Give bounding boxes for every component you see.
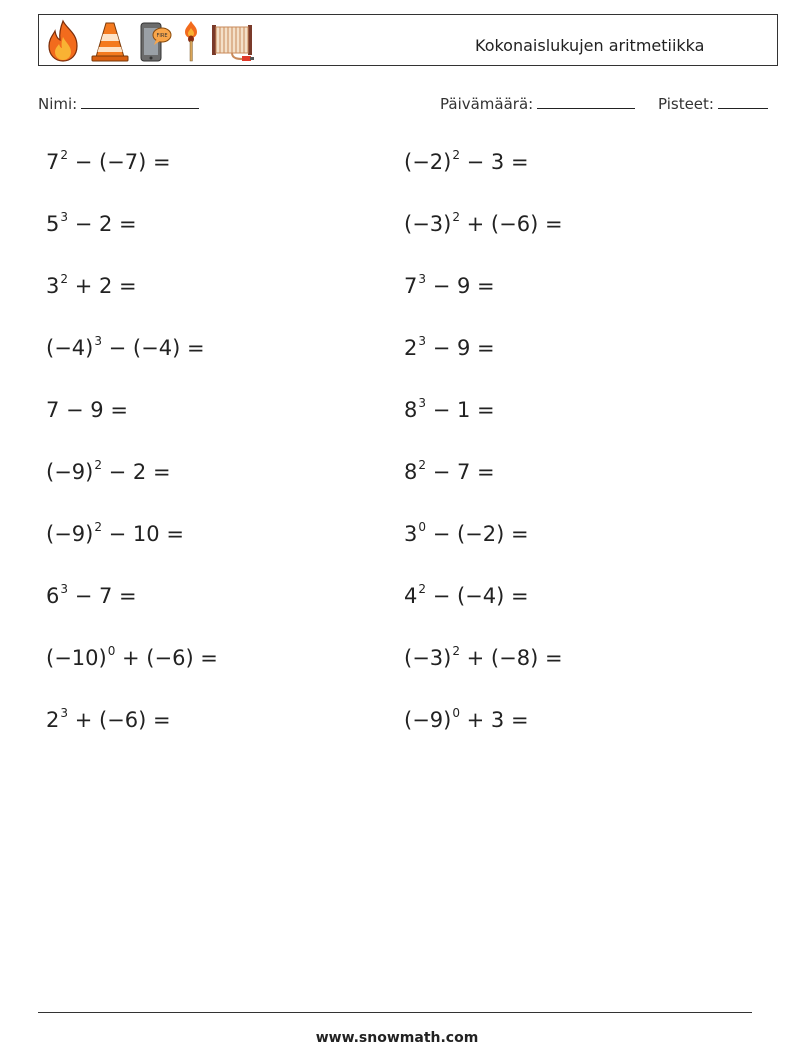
problem-base: 5 (46, 212, 60, 236)
date-field (440, 94, 635, 113)
problem-rest: + (−6) = (68, 708, 171, 732)
problem-exponent: 2 (452, 210, 460, 224)
problem-item (404, 336, 495, 360)
problem-exponent: 2 (452, 644, 460, 658)
name-label: Nimi: (38, 95, 78, 113)
problem-base: 7 (46, 150, 60, 174)
problem-base: 7 (404, 274, 418, 298)
problem-exponent: 2 (60, 148, 69, 162)
problem-rest: − 2 = (101, 460, 171, 484)
problem-item (404, 398, 495, 422)
score-label: Pisteet: (658, 95, 714, 113)
problem-exponent: 0 (418, 520, 427, 534)
problem-exponent: 2 (418, 458, 427, 472)
problem-base: 4 (404, 584, 418, 608)
problem-exponent: 0 (452, 706, 460, 720)
header-icons (43, 19, 257, 63)
fire-icon (43, 19, 83, 63)
phone-fire-alert-icon (137, 19, 173, 63)
problem-item (46, 274, 137, 298)
problem-base: 8 (404, 460, 418, 484)
problem-exponent: 3 (418, 396, 427, 410)
problem-base: (−2) (404, 150, 452, 174)
phone-alert-text: FIRE (156, 33, 168, 39)
problem-exponent: 3 (60, 582, 69, 596)
problem-rest: − 3 = (459, 150, 529, 174)
date-label: Päivämäärä: (440, 95, 534, 113)
matchstick-icon (179, 19, 203, 63)
problem-rest: − 10 = (101, 522, 184, 546)
problem-exponent: 2 (94, 520, 102, 534)
problem-base: 8 (404, 398, 418, 422)
problem-exponent: 0 (107, 644, 116, 658)
problem-rest: + (−8) = (459, 646, 563, 670)
problem-rest: − 7 = (426, 460, 495, 484)
problem-base: 3 (46, 274, 60, 298)
problem-item (404, 150, 529, 174)
footer-divider (38, 1012, 752, 1013)
problem-base: (−9) (46, 460, 94, 484)
problem-rest: − (−7) = (68, 150, 171, 174)
problem-rest: − 7 = (68, 584, 137, 608)
problem-rest: + 3 = (459, 708, 529, 732)
worksheet-title: Kokonaislukujen aritmetiikka (475, 36, 705, 55)
problem-exponent: 3 (60, 706, 69, 720)
problem-item (404, 522, 529, 546)
problem-base: (−9) (404, 708, 452, 732)
problem-base: (−4) (46, 336, 94, 360)
problem-item (46, 708, 171, 732)
name-field (38, 94, 199, 113)
problem-item (46, 212, 137, 236)
problem-base: (−3) (404, 646, 452, 670)
problem-exponent: 3 (94, 334, 102, 348)
problem-rest: − (−2) = (426, 522, 529, 546)
problem-item (46, 336, 205, 360)
problem-rest: − 9 = (426, 336, 495, 360)
score-blank[interactable] (718, 94, 768, 109)
problem-rest: − (−4) = (426, 584, 529, 608)
problem-rest: − (−4) = (101, 336, 205, 360)
problem-rest: + 2 = (68, 274, 137, 298)
problem-exponent: 2 (94, 458, 102, 472)
name-blank[interactable] (81, 94, 199, 109)
problem-item (46, 584, 137, 608)
problem-item (404, 708, 529, 732)
problem-base: 2 (404, 336, 418, 360)
worksheet-header (38, 14, 778, 66)
problem-exponent: 2 (418, 582, 427, 596)
problem-item (46, 646, 218, 670)
problem-exponent: 2 (452, 148, 460, 162)
problem-item (46, 460, 171, 484)
problem-exponent: 3 (60, 210, 69, 224)
problem-base: (−9) (46, 522, 94, 546)
date-blank[interactable] (537, 94, 635, 109)
problem-item (404, 274, 495, 298)
problem-rest: − 9 = (426, 274, 495, 298)
footer-url: www.snowmath.com (315, 1030, 479, 1046)
problem-exponent: 2 (60, 272, 69, 286)
problem-item (46, 522, 184, 546)
problem-rest: − 2 = (68, 212, 137, 236)
problem-item (404, 646, 563, 670)
traffic-cone-icon (89, 19, 131, 63)
problem-base: (−10) (46, 646, 107, 670)
problem-item (46, 398, 128, 422)
problem-rest: + (−6) = (459, 212, 563, 236)
problem-exponent: 3 (418, 272, 427, 286)
problem-item (404, 460, 495, 484)
problem-base: 2 (46, 708, 60, 732)
problem-exponent: 3 (418, 334, 427, 348)
problem-base: 6 (46, 584, 60, 608)
fire-hose-reel-icon (209, 19, 257, 63)
problem-item (404, 584, 529, 608)
problem-base: (−3) (404, 212, 452, 236)
problem-base: 3 (404, 522, 418, 546)
problem-base: 7 − 9 = (46, 398, 128, 422)
problem-rest: − 1 = (426, 398, 495, 422)
problem-item (404, 212, 563, 236)
problem-item (46, 150, 171, 174)
problem-rest: + (−6) = (115, 646, 218, 670)
score-field (658, 94, 768, 113)
